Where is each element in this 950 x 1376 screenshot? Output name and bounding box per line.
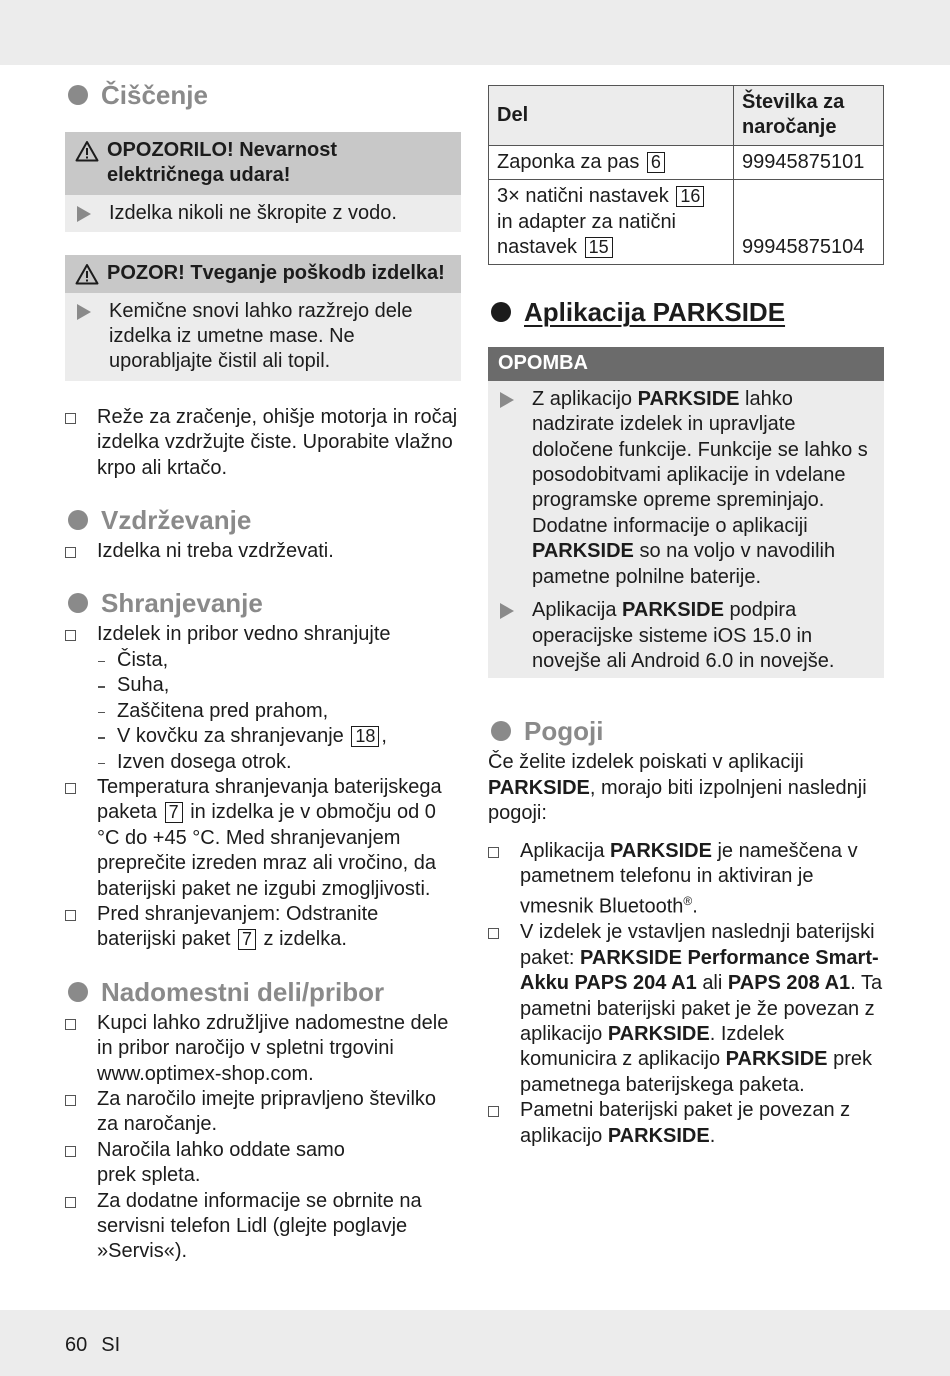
dash-icon [98,763,105,765]
list-item [65,1138,461,1189]
item-text [532,598,874,674]
brand-text: PARKSIDE [610,839,712,862]
checkbox-square-icon [65,547,76,558]
top-band [0,0,950,65]
dash-icon [98,661,105,663]
heading-text: Čiščenje [101,80,208,110]
item-text: Izven dosega otrok. [117,750,292,773]
heading-text: Vzdrževanje [101,505,252,536]
comma: , [381,725,387,748]
header-order-number: Številka za naročanje [734,86,884,146]
conditions-intro [488,750,884,826]
list-item [488,920,884,1098]
section-heading-storage [65,586,461,620]
list-item [488,839,884,921]
cell-part [489,180,734,265]
bullet-dot-icon [68,982,88,1002]
list-item [498,598,874,674]
dash-icon [98,686,105,688]
checkbox-square-icon [65,1197,76,1208]
text-c: so na voljo v navodilih pametne polnilne baterije. [532,540,836,588]
page-footer [65,1334,134,1357]
item-text [532,387,874,590]
checkbox-square-icon [65,910,76,921]
warning-title: POZOR! Tveganje poškodb izdelka! [107,262,445,285]
dash-icon [98,712,105,714]
heading-text: Pogoji [524,716,604,747]
warning-box-electric [65,132,461,232]
part-number: 16 [676,186,704,207]
text-b: , morajo biti izpolnjeni naslednji pogoji: [488,776,867,825]
footer-band [0,1310,950,1376]
warning-triangle-icon [75,263,99,285]
model-text: PARKSIDE Performance Smart-Akku PAPS 204 A1 [520,946,879,995]
checkbox-square-icon [65,630,76,641]
item-text: Za naročilo imejte pripravljeno številko za naročanje. [97,1087,437,1136]
list-item [65,775,461,902]
list-item [65,1087,461,1138]
text-a: Pametni baterijski paket je povezan z aplikacijo [520,1099,851,1147]
case-text: V kovčku za shranjevanje [117,725,344,748]
list-item [65,1189,461,1265]
item-text: Reže za zračenje, ohišje motorja in ročaj izdelka vzdržujte čiste. Uporabite vlažno krpo ali krtačo. [97,405,458,479]
warning-body [65,293,461,381]
note-label: OPOMBA [488,347,884,380]
bullet-dot-icon [68,85,88,105]
period: . [709,1124,716,1147]
brand-text: PARKSIDE [725,1048,828,1071]
page-number: 60 [65,1334,88,1356]
text-b: je nameščena v pametnem telefonu in aktiviran je vmesnik Bluetooth [520,839,858,918]
text-c: . Izdelek komunicira z aplikacijo [520,1023,785,1071]
list-item [75,201,451,226]
item-text [520,839,884,921]
text-d: prek pametnega baterijskega paketa. [520,1048,872,1096]
model-text: PAPS 208 A1 [727,972,851,995]
warning-body [65,195,461,232]
text-b: z izdelka. [263,928,347,951]
item-text [117,724,387,749]
item-text: Naročila lahko oddate samo prek spleta. [97,1138,345,1187]
checkbox-square-icon [65,1095,76,1106]
text-b: podpira operacijske sisteme iOS 15.0 in novejše ali Android 6.0 in novejše. [532,599,835,672]
checkbox-square-icon [488,928,499,939]
list-item [65,405,461,481]
text-a: Aplikacija [532,599,617,622]
warning-triangle-icon [75,140,99,162]
dash-icon [98,737,105,739]
list-item [498,387,874,590]
bullet-dot-icon [68,510,88,530]
arrow-icon [77,206,91,222]
section-heading-conditions [488,714,884,748]
registered-mark: ® [683,894,693,909]
table-row [489,145,884,179]
part-number: 7 [238,929,256,950]
list-item [65,1011,461,1087]
item-text: Za dodatne informacije se obrnite na servisni telefon Lidl (glejte poglavje »Servis«). [97,1189,422,1263]
checkbox-square-icon [488,847,499,858]
warning-title: OPOZORILO! Nevarnost električnega udara! [107,139,338,187]
section-heading-maintenance [65,503,461,537]
list-item [75,299,451,375]
section-heading-app [488,295,884,329]
item-text: Izdelka nikoli ne škropite z vodo. [109,201,397,224]
heading-text: Nadomestni deli/pribor [101,976,385,1007]
cell-part [489,145,734,179]
arrow-icon [500,603,514,619]
item-text: Izdelka ni treba vzdrževati. [97,540,334,563]
brand-text: PARKSIDE [607,1023,710,1046]
item-text: Suha, [117,674,170,697]
part-number: 18 [351,726,379,747]
arrow-icon [77,304,91,320]
list-item [488,1098,884,1149]
brand-text: PARKSIDE [637,387,740,410]
brand-text: PARKSIDE [532,540,634,563]
list-item [65,622,461,647]
period: . [692,896,698,918]
dash-item [65,673,461,698]
text-a: Če želite izdelek poiskati v aplikaciji [488,751,804,774]
part-number: 6 [647,152,665,173]
checkbox-square-icon [65,1146,76,1157]
warning-header [65,132,461,195]
text-b: . Ta pametni baterijski paket je že povezan z aplikacijo [520,972,883,1046]
brand-text: PARKSIDE [488,776,590,799]
text-a: Aplikacija [520,839,605,862]
text-b: lahko nadzirate izdelek in upravljate določene funkcije. Funkcije se lahko s posodobitvami aplikacije in vdelane programske opreme spreminjajo. Dodatne informacije o aplikaciji [532,387,868,537]
text-b: in izdelka je v območju od 0 °C do +45 °C. Med shranjevanjem preprečite izreden mraz ali vročino, da baterijski paket ne izgubi zmogljivosti. [97,801,437,900]
table-header-row [489,86,884,146]
note-box [488,347,884,678]
brand-text: PARKSIDE [622,599,724,622]
cell-order-number: 99945875101 [734,145,884,179]
checkbox-square-icon [488,1106,499,1117]
parts-table [488,85,884,265]
dash-item [65,699,461,724]
dash-item [65,648,461,673]
or-text: ali [702,972,723,995]
part-text: 3× natični nastavek [497,185,669,208]
item-text: Kupci lahko združljive nadomestne dele in pribor naročijo v spletni trgovini www.optimex-shop.com. [97,1011,449,1085]
language-code: SI [101,1334,121,1356]
header-part: Del [489,86,734,146]
list-item [65,902,461,953]
text-a: Temperatura shranjevanja baterijskega paketa [97,775,442,824]
part-number: 7 [165,802,183,823]
item-text [97,775,461,902]
checkbox-square-icon [65,413,76,424]
item-text: Izdelek in pribor vedno shranjujte [97,623,391,646]
brand-text: PARKSIDE [607,1124,710,1147]
section-heading-spare-parts [65,975,461,1009]
checkbox-square-icon [65,783,76,794]
note-body [488,381,884,678]
dash-item [65,724,461,749]
item-text [97,902,461,953]
cell-order-number: 99945875104 [734,180,884,265]
text-a: Pred shranjevanjem: Odstranite baterijski paket [97,902,379,951]
part-text: in adapter za natični nastavek [497,210,677,259]
item-text [520,1098,884,1149]
table-row [489,180,884,265]
warning-header [65,255,461,292]
part-number: 15 [585,237,613,258]
heading-text: Aplikacija PARKSIDE [524,297,786,328]
part-text: Zaponka za pas [497,150,640,173]
bullet-dot-icon [68,593,88,613]
item-text [520,920,884,1098]
text-a: V izdelek je vstavljen naslednji baterijski paket: [520,921,875,969]
item-text: Kemične snovi lahko razžrejo dele izdelka iz umetne mase. Ne uporabljajte čistil ali topil. [109,299,413,373]
bullet-dot-icon [491,302,511,322]
heading-text: Shranjevanje [101,588,263,619]
item-text: Zaščitena pred prahom, [117,699,329,722]
left-column [65,78,461,1265]
list-item [65,539,461,564]
bullet-dot-icon [491,721,511,741]
right-column [488,85,884,1149]
warning-box-damage [65,255,461,381]
text-a: Z aplikacijo [532,387,633,410]
arrow-icon [500,392,514,408]
dash-item [65,750,461,775]
item-text: Čista, [117,648,169,671]
checkbox-square-icon [65,1019,76,1030]
section-heading-cleaning [65,78,461,112]
